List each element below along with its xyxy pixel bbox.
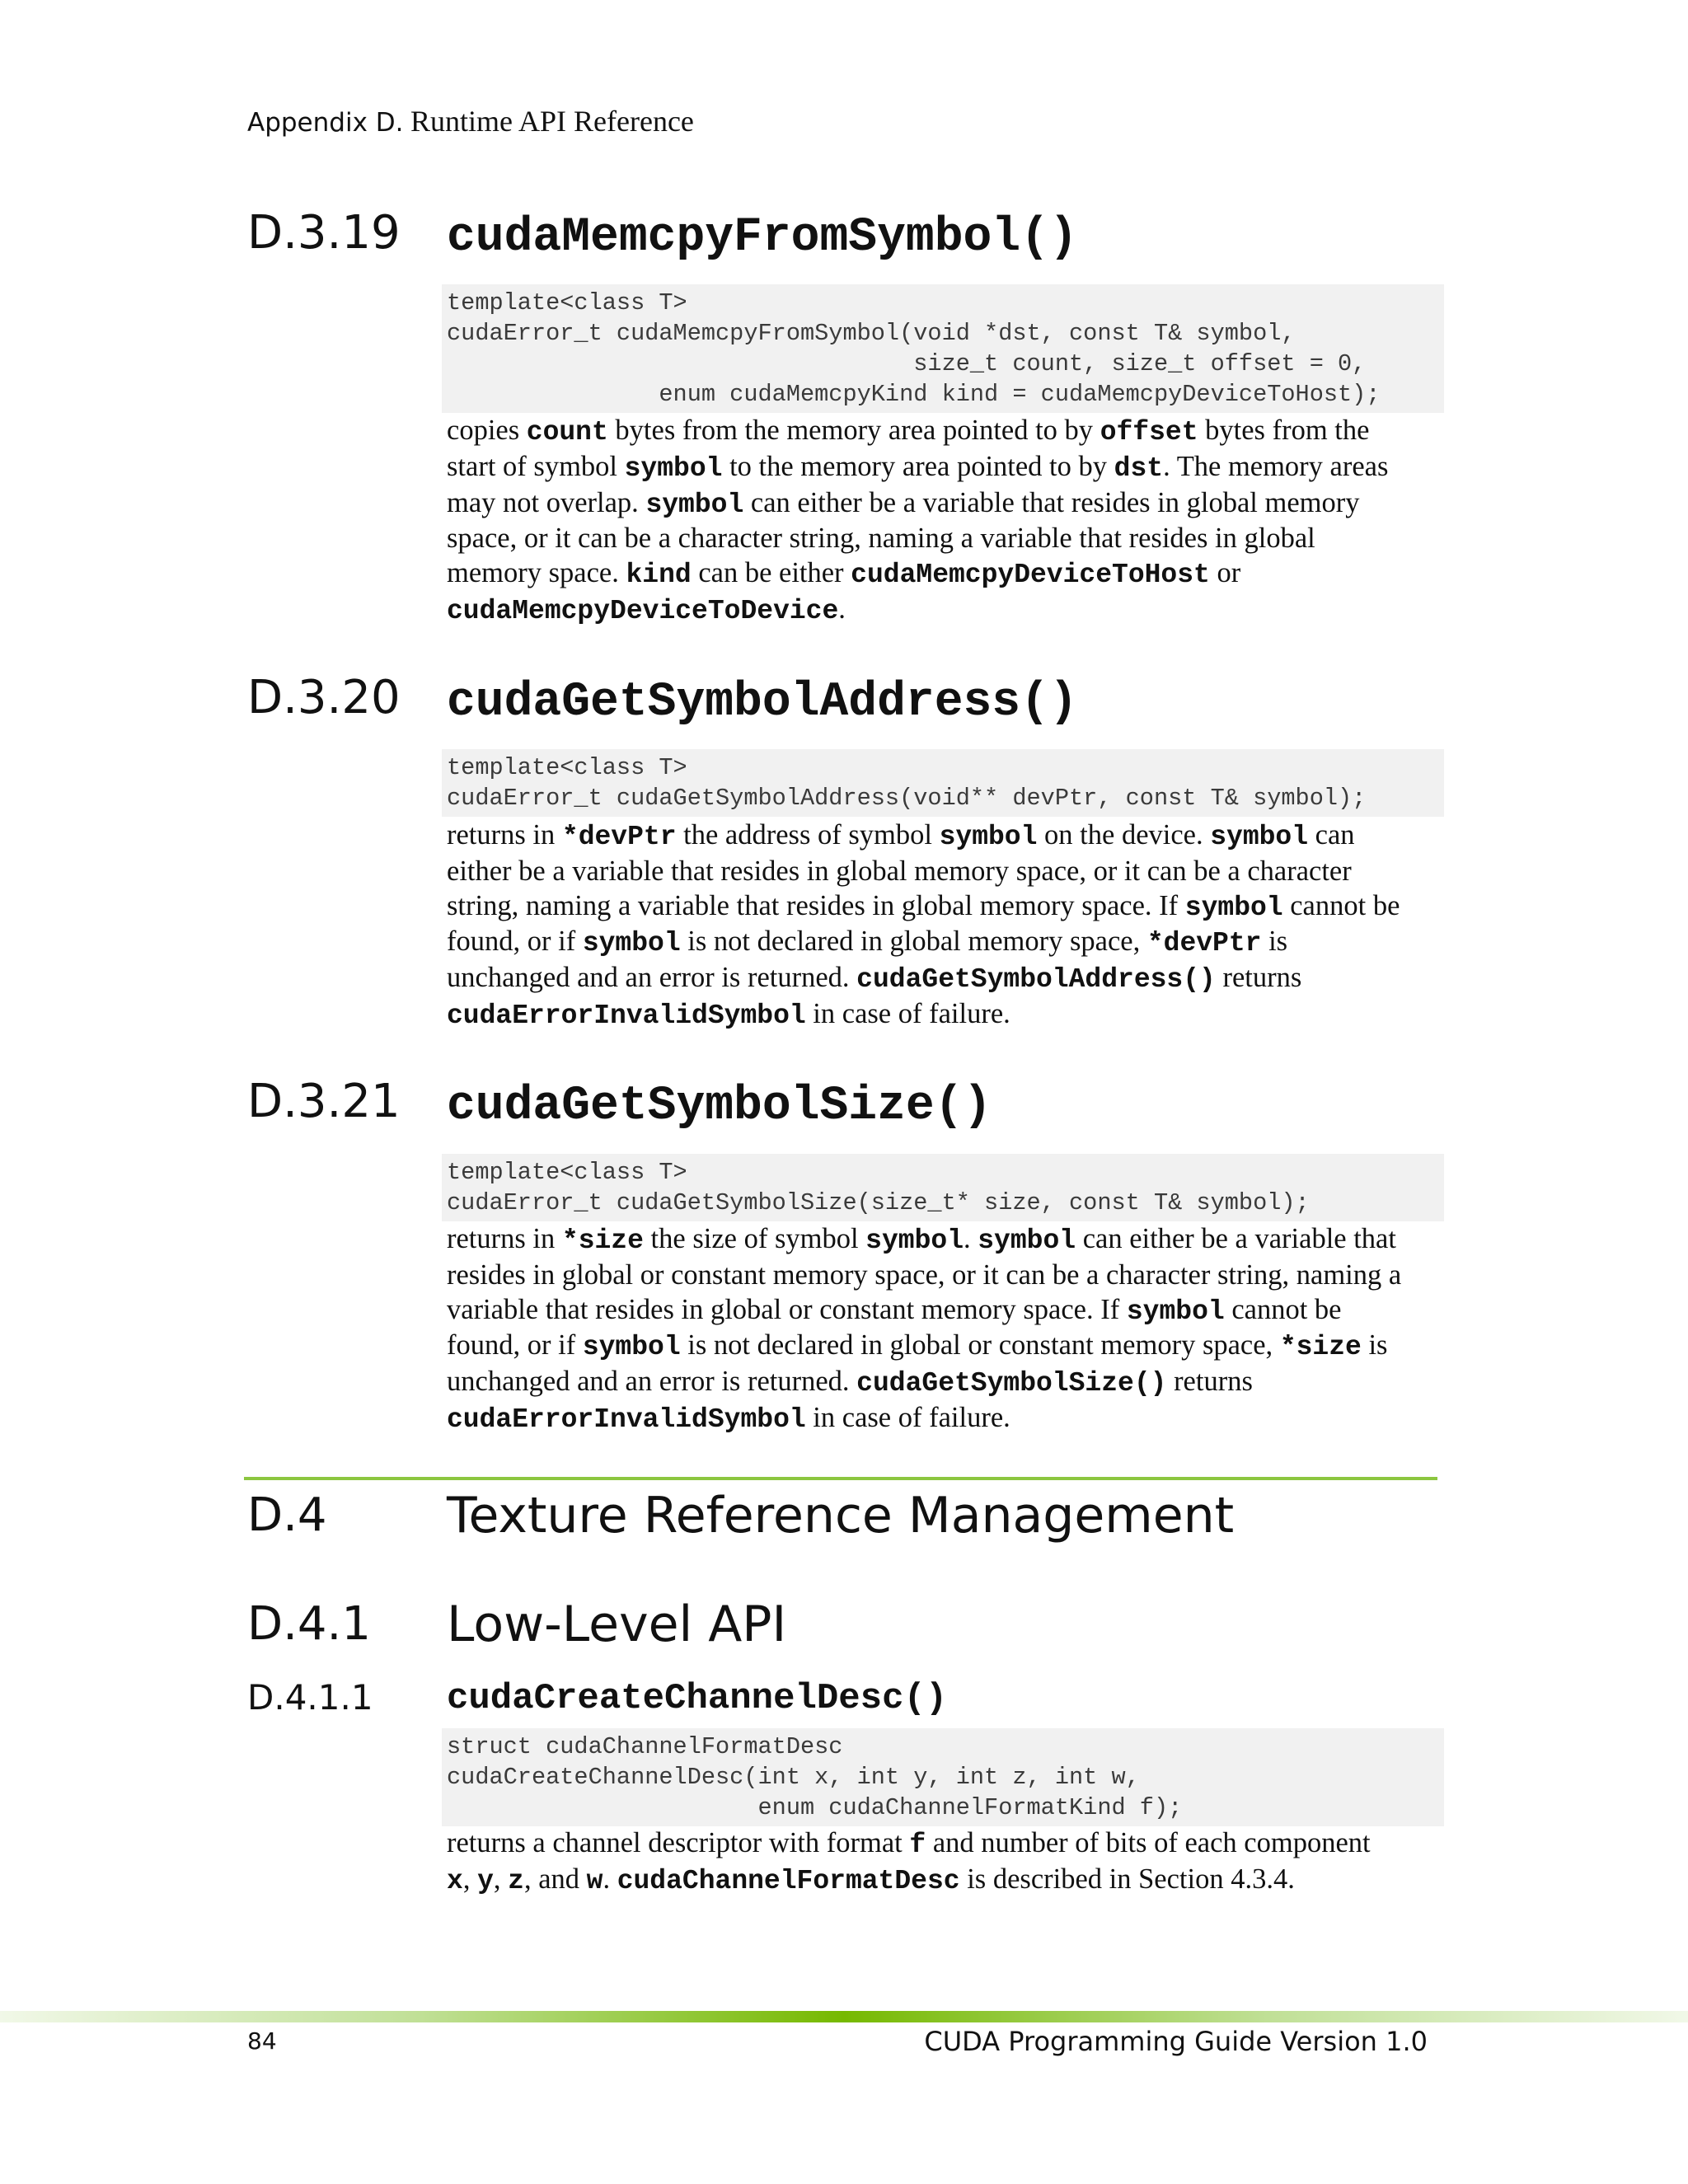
- section-description: [447, 1826, 1448, 1899]
- inline-code: *size: [1279, 1332, 1362, 1363]
- inline-code: symbol: [582, 1332, 681, 1363]
- section-description: [447, 1222, 1448, 1437]
- inline-code: symbol: [1184, 892, 1283, 923]
- section-number: D.3.21: [247, 1075, 401, 1128]
- inline-code: symbol: [978, 1226, 1076, 1256]
- inline-code: symbol: [865, 1226, 964, 1256]
- inline-code: symbol: [624, 452, 723, 484]
- text-line: returns a channel descriptor with format f and number of bits of each component: [447, 1827, 1371, 1860]
- section-description: [447, 818, 1448, 1033]
- inline-code: w: [586, 1865, 603, 1896]
- inline-code: *devPtr: [1146, 928, 1262, 959]
- section-title: cudaGetSymbolSize(): [447, 1080, 992, 1133]
- text-line: cudaErrorInvalidSymbol in case of failure.: [447, 1401, 1010, 1435]
- text-line: variable that resides in global or constant memory space. If symbol cannot be: [447, 1293, 1342, 1327]
- section-title: cudaMemcpyFromSymbol(): [447, 211, 1078, 265]
- text-line: space, or it can be a character string, naming a variable that resides in global: [447, 523, 1315, 555]
- text-line: found, or if symbol is not declared in global memory space, *devPtr is: [447, 926, 1288, 959]
- section-divider: [244, 1477, 1437, 1480]
- text-line: copies count bytes from the memory area pointed to by offset bytes from the: [447, 415, 1370, 448]
- inline-code: symbol: [645, 489, 744, 520]
- section-description: [447, 414, 1448, 629]
- text-line: string, naming a variable that resides in global memory space. If symbol cannot be: [447, 889, 1400, 923]
- subsubsection-title: cudaCreateChannelDesc(): [447, 1678, 948, 1719]
- section-title: cudaGetSymbolAddress(): [447, 676, 1078, 729]
- text-line: returns in *size the size of symbol symbol. symbol can either be a variable that: [447, 1223, 1396, 1256]
- running-head-title: Runtime API Reference: [410, 105, 694, 138]
- text-line: start of symbol symbol to the memory area pointed to by dst. The memory areas: [447, 450, 1389, 484]
- text-line: returns in *devPtr the address of symbol symbol on the device. symbol can: [447, 819, 1355, 852]
- code-block: [442, 1154, 1444, 1221]
- text-line: cudaMemcpyDeviceToDevice.: [447, 593, 846, 626]
- inline-code: dst: [1114, 452, 1164, 484]
- section-number: D.3.20: [247, 671, 401, 724]
- text-line: found, or if symbol is not declared in global or constant memory space, *size is: [447, 1329, 1388, 1363]
- footer-band: [0, 2011, 1688, 2022]
- text-line: unchanged and an error is returned. cudaGetSymbolAddress() returns: [447, 962, 1302, 996]
- inline-code: cudaMemcpyDeviceToHost: [851, 560, 1210, 591]
- inline-code: x: [447, 1865, 463, 1896]
- inline-code: symbol: [1126, 1296, 1225, 1327]
- inline-code: cudaMemcpyDeviceToDevice: [447, 595, 839, 626]
- inline-code: cudaGetSymbolSize(): [856, 1368, 1167, 1399]
- inline-code: y: [477, 1865, 494, 1896]
- code-text: struct cudaChannelFormatDesc cudaCreateChannelDesc(int x, int y, int z, int w, enum cudaChannelFormatKind f);: [447, 1733, 1183, 1821]
- code-block: [442, 1728, 1444, 1826]
- subsection-title: Low-Level API: [447, 1596, 787, 1653]
- inline-code: z: [508, 1865, 524, 1896]
- inline-code: symbol: [939, 822, 1038, 852]
- code-block: [442, 284, 1444, 413]
- subsection-number: D.4.1: [247, 1597, 371, 1651]
- inline-code: symbol: [582, 928, 681, 959]
- text-line: x, y, z, and w. cudaChannelFormatDesc is described in Section 4.3.4.: [447, 1863, 1295, 1896]
- inline-code: *devPtr: [561, 822, 677, 852]
- code-text: template<class T> cudaError_t cudaGetSymbolAddress(void** devPtr, const T& symbol);: [447, 754, 1367, 812]
- subsubsection-number: D.4.1.1: [247, 1677, 373, 1718]
- text-line: either be a variable that resides in global memory space, or it can be a character: [447, 855, 1352, 887]
- text-line: unchanged and an error is returned. cudaGetSymbolSize() returns: [447, 1366, 1253, 1399]
- section-number: D.4: [247, 1488, 327, 1542]
- text-line: may not overlap. symbol can either be a variable that resides in global memory: [447, 486, 1360, 520]
- section-title: Texture Reference Management: [447, 1487, 1235, 1544]
- page-number: 84: [247, 2027, 277, 2055]
- inline-code: count: [526, 417, 608, 448]
- running-head-prefix: Appendix D.: [247, 108, 404, 138]
- text-line: memory space. kind can be either cudaMemcpyDeviceToHost or: [447, 557, 1241, 591]
- inline-code: *size: [561, 1226, 644, 1256]
- inline-code: offset: [1100, 417, 1198, 448]
- text-line: resides in global or constant memory space, or it can be a character string, naming a: [447, 1258, 1402, 1291]
- guide-title: CUDA Programming Guide Version 1.0: [924, 2026, 1428, 2057]
- running-head: [247, 104, 694, 138]
- code-text: template<class T> cudaError_t cudaGetSymbolSize(size_t* size, const T& symbol);: [447, 1159, 1310, 1216]
- inline-code: cudaChannelFormatDesc: [617, 1865, 960, 1896]
- inline-code: kind: [626, 560, 692, 591]
- inline-code: cudaErrorInvalidSymbol: [447, 1404, 806, 1435]
- text-line: cudaErrorInvalidSymbol in case of failure.: [447, 997, 1010, 1031]
- section-number: D.3.19: [247, 206, 401, 260]
- inline-code: f: [909, 1830, 926, 1860]
- code-text: template<class T> cudaError_t cudaMemcpyFromSymbol(void *dst, const T& symbol, size_t count, size_t offset = 0, enum cudaMemcpyKind kind = cudaMemcpyDeviceToHost);: [447, 289, 1381, 408]
- inline-code: cudaErrorInvalidSymbol: [447, 1000, 806, 1031]
- inline-code: symbol: [1210, 822, 1309, 852]
- inline-code: cudaGetSymbolAddress(): [856, 964, 1216, 996]
- code-block: [442, 749, 1444, 817]
